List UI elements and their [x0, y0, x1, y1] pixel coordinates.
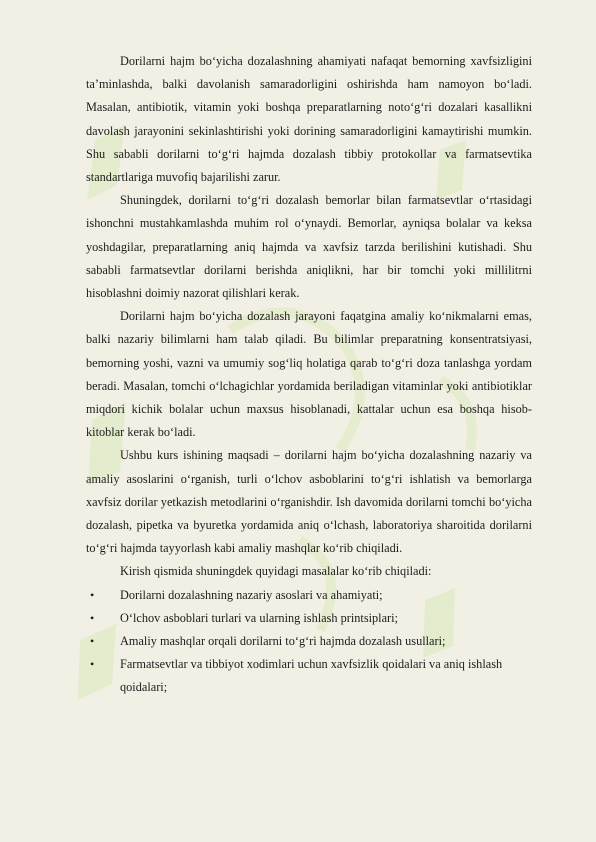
paragraph-1: Dorilarni hajm bo‘yicha dozalashning ahamiyati nafaqat bemorning xavfsizligini ta’minlashda, balki davolanish samaradorligini oshirishda ham namoyon bo‘ladi. Masalan, antibiotik, vitamin yoki boshqa preparatlarning noto‘g‘ri dozalari kasallikni davolash jarayonini sekinlashtirishi yoki dorining samaradorligini kamaytirishi mumkin. Shu sababli dorilarni to‘g‘ri hajmda dozalash tibbiy protokollar va farmatsevtika standartlariga muvofiq bajarilishi zarur.: [86, 54, 532, 185]
list-item: [86, 630, 532, 653]
list-item-text: O‘lchov asboblari turlari va ularning ishlash printsiplari;: [120, 610, 398, 625]
list-item-text: Dorilarni dozalashning nazariy asoslari va ahamiyati;: [120, 587, 383, 602]
list-item: [86, 607, 532, 630]
paragraph-4: Ushbu kurs ishining maqsadi – dorilarni hajm bo‘yicha dozalashning nazariy va amaliy asoslarini o‘rganish, turli o‘lchov asboblarini to‘g‘ri ishlatish va bemorlarga xavfsiz dorilar yetkazish metodlarini o‘rganishdir. Ish davomida dorilarni tomchi bo‘yicha dozalash, pipetka va byuretka yordamida aniq o‘lchash, laboratoriya sharoitida dorilarni to‘g‘ri hajmda tayyorlash kabi amaliy mashqlar ko‘rib chiqiladi.: [86, 448, 532, 556]
paragraph-3: Dorilarni hajm bo‘yicha dozalash jarayoni faqatgina amaliy ko‘nikmalarni emas, balki nazariy bilimlarni ham talab qiladi. Bu bilimlar preparatning konsentratsiyasi, bemorning yoshi, vazni va umumiy sog‘liq holatiga qarab to‘g‘ri doza tanlashga yordam beradi. Masalan, tomchi o‘lchagichlar yordamida beriladigan vitaminlar yoki antibiotiklar miqdori kichik bolalar uchun maxsus hisoblanadi, kattalar uchun esa boshqa hisob-kitoblar kerak bo‘ladi.: [86, 309, 532, 440]
bullet-icon: •: [90, 634, 95, 649]
document-body: [86, 50, 532, 700]
paragraph-2: Shuningdek, dorilarni to‘g‘ri dozalash bemorlar bilan farmatsevtlar o‘rtasidagi ishonchni mustahkamlashda muhim rol o‘ynaydi. Bemorlar, ayniqsa bolalar va keksa yoshdagilar, preparatlarning aniq hajmda va xavfsiz tarzda berilishini kutishadi. Shu sababli farmatsevtlar dorilarni berishda aniqlikni, har bir tomchi yoki millilitrni hisoblashni doimiy nazorat qilishlari kerak.: [86, 193, 532, 301]
list-item-text: Farmatsevtlar va tibbiyot xodimlari uchun xavfsizlik qoidalari va aniq ishlash qoidalari;: [120, 657, 503, 695]
paragraph-5: Kirish qismida shuningdek quyidagi masalalar ko‘rib chiqiladi:: [120, 564, 432, 579]
list-item-text: Amaliy mashqlar orqali dorilarni to‘g‘ri hajmda dozalash usullari;: [120, 634, 446, 649]
bullet-icon: •: [90, 657, 95, 672]
list-item: [86, 584, 532, 607]
bullet-list: [86, 584, 532, 700]
list-item: [86, 653, 532, 699]
bullet-icon: •: [90, 587, 95, 602]
bullet-icon: •: [90, 610, 95, 625]
